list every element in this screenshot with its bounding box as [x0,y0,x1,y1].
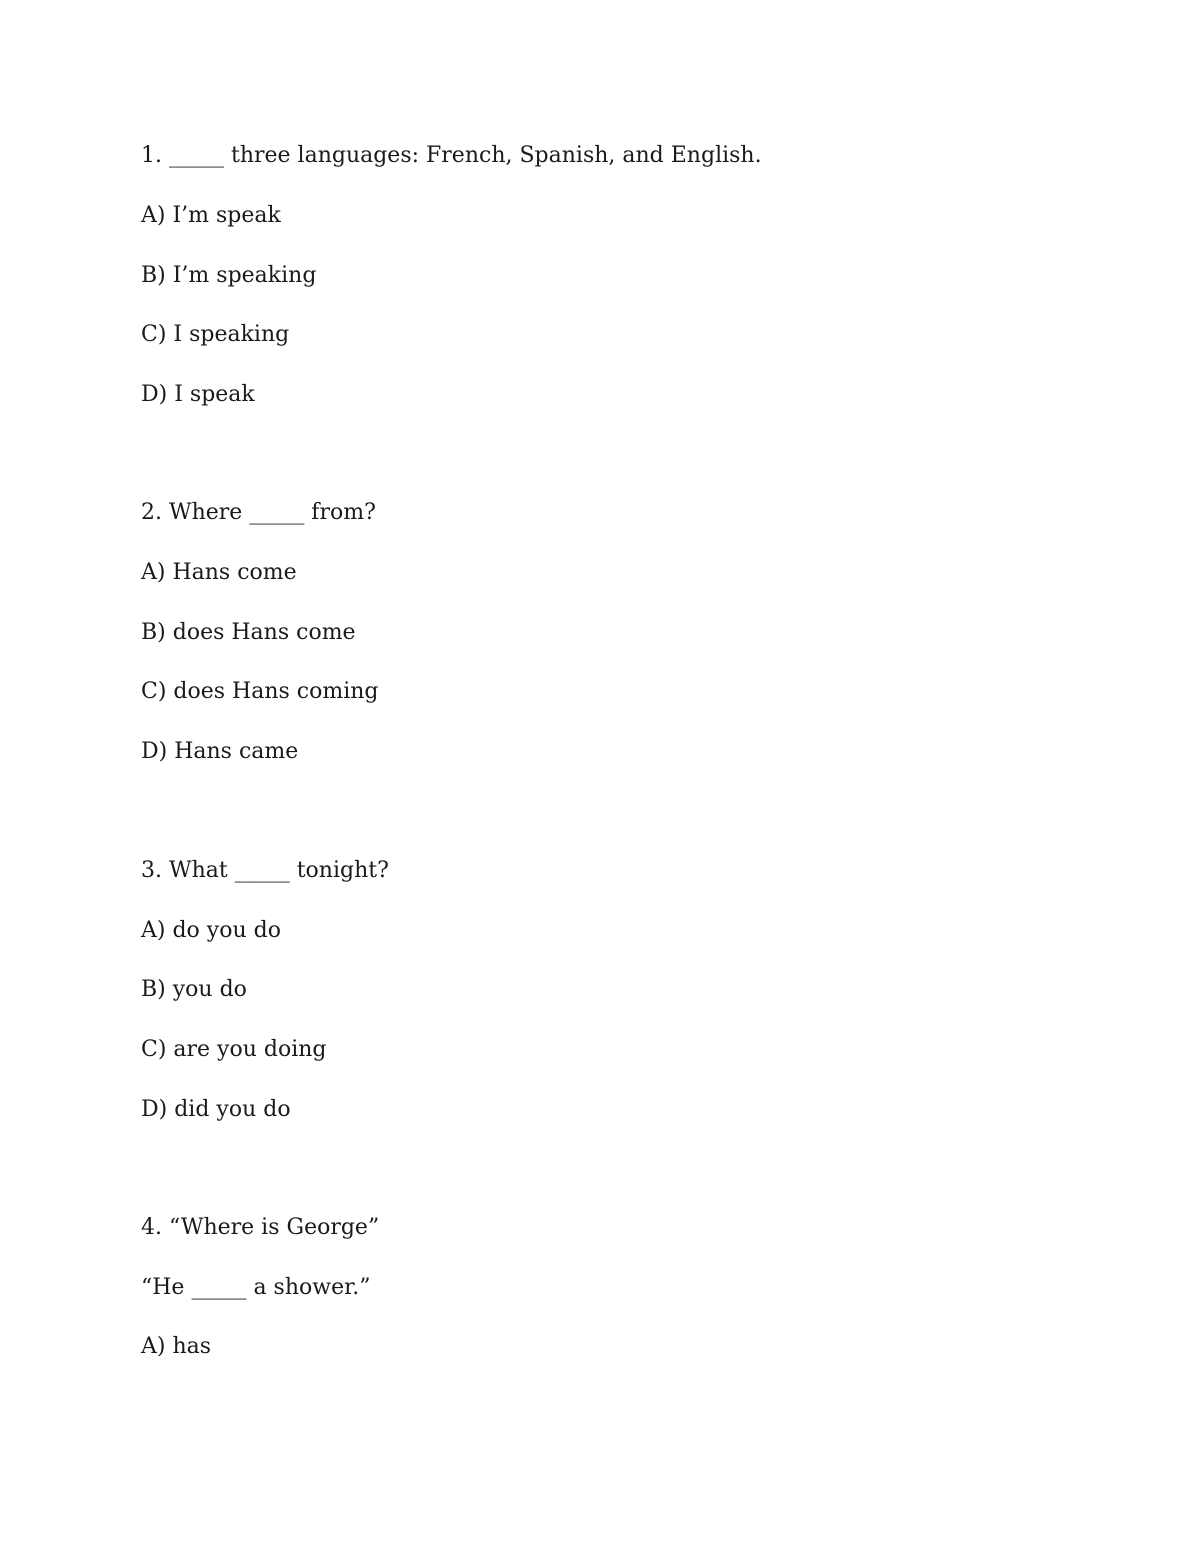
answer-option: D) did you do [141,1097,291,1122]
question-stem-continued: “He _____ a shower.” [141,1275,371,1300]
question-stem: 2. Where _____ from? [141,500,376,525]
answer-option: C) are you doing [141,1037,327,1062]
question-stem: 1. _____ three languages: French, Spanish, and English. [141,143,762,168]
answer-option: A) Hans come [141,560,297,585]
question-stem: 3. What _____ tonight? [141,858,389,883]
answer-option: A) has [141,1334,212,1359]
answer-option: B) I’m speaking [141,263,317,288]
answer-option: B) does Hans come [141,620,356,645]
answer-option: A) I’m speak [141,203,281,228]
answer-option: D) Hans came [141,739,299,764]
answer-option: D) I speak [141,382,255,407]
question-stem: 4. “Where is George” [141,1215,380,1240]
answer-option: C) does Hans coming [141,679,379,704]
answer-option: A) do you do [141,918,281,943]
answer-option: B) you do [141,977,247,1002]
answer-option: C) I speaking [141,322,290,347]
